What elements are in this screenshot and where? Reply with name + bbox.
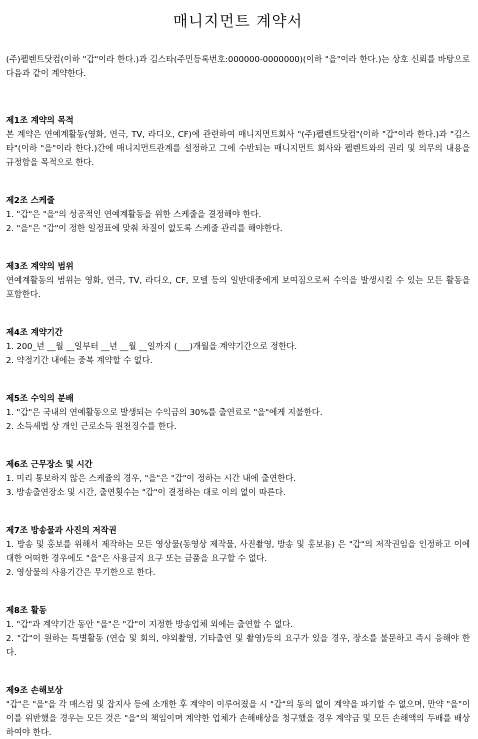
- article-6: [6, 457, 470, 499]
- article-line: 2. "을"은 "갑"이 정한 일정표에 맞춰 차질이 없도록 스케줄 관리를 해야한다.: [6, 223, 283, 233]
- article-line: 2. 소득세법 상 개인 근로소득 원천징수를 한다.: [6, 421, 177, 431]
- document-title: 매니지먼트 계약서: [173, 12, 303, 30]
- article-title: 제3조 계약의 범위: [6, 261, 74, 271]
- article-line: 1. "갑"은 "을"의 성공적인 연예계활동을 위한 스케줄을 결정해야 한다.: [6, 209, 262, 219]
- article-line: 1. 미리 통보하지 않은 스케쥴의 경우, "을"은 "갑"이 정하는 시간 내에 출연한다.: [6, 473, 296, 483]
- article-title: 제4조 계약기간: [6, 327, 63, 337]
- article-7: [6, 523, 470, 579]
- article-9: [6, 683, 470, 739]
- article-1: [6, 113, 470, 169]
- article-8: [6, 603, 470, 659]
- article-title: 제6조 근무장소 및 시간: [6, 459, 93, 469]
- article-line: 3. 방송출연장소 및 시간, 출연횟수는 "갑"이 결정하는 대로 이의 없이 따른다.: [6, 487, 286, 497]
- article-title: 제2조 스케줄: [6, 195, 55, 205]
- article-line: 1. 200_년 __월 __일부터 __년 __월 __일까지 (___)개월을 계약기간으로 정한다.: [6, 341, 298, 351]
- article-paragraph: 2. 영상물의 사용기간은 무기한으로 한다.: [6, 567, 156, 577]
- article-title: 제9조 손해보상: [6, 685, 63, 695]
- article-line: 2. 약정기간 내에는 중복 계약할 수 없다.: [6, 355, 153, 365]
- article-paragraph: 본 계약은 연예계활동(영화, 연극, TV, 라디오, CF)에 관련하여 매니지먼트회사 "(주)펠렌트닷컴"(이하 "갑"이라 한다.)과 "김스타"(이하 "을"이라 한다.)간에 매니지먼트관계를 설정하고 그에 수반되는 매니지먼트 회사와 펠렌트와의 권리 및 의무의 내용을 규정함을 목적으로 한다.: [6, 129, 470, 167]
- article-paragraph: 1. 방송 및 홍보를 위해서 제작하는 모든 영상물(동영상 제작물, 사진촬영, 방송 및 홍보용) 은 "갑"의 저작권임을 인정하고 이에 대한 어떠한 경우에도 "을"은 사용금지 요구 또는 금품을 요구할 수 없다.: [6, 539, 470, 563]
- article-5: [6, 391, 470, 433]
- article-paragraph: 연예계활동의 범위는 영화, 연극, TV, 라디오, CF, 모델 등의 일반대중에게 보여짐으로써 수익을 발생시킬 수 있는 모든 활동을 포함한다.: [6, 275, 470, 299]
- article-3: [6, 259, 470, 301]
- article-title: 제5조 수익의 분배: [6, 393, 74, 403]
- article-paragraph: 2. "갑"이 원하는 특별활동 (연습 및 회의, 야외촬영, 기타출연 및 촬영)등의 요구가 있을 경우, 장소를 불문하고 즉시 응해야 한다.: [6, 633, 470, 657]
- article-title: 제7조 방송물과 사진의 저작권: [6, 525, 117, 535]
- intro-paragraph: (주)펠렌트닷컴(이하 "갑"이라 한다.)과 김스타(주민등록번호:000000-0000000)(이하 "을"이라 한다.)는 상호 신뢰를 바탕으로 다음과 같이 계약한다.: [6, 54, 470, 78]
- article-paragraph: 1. "갑"과 계약기간 동안 "을"은 "갑"이 지정한 방송업체 외에는 출연할 수 없다.: [6, 619, 293, 629]
- article-title: 제1조 계약의 목적: [6, 115, 74, 125]
- article-4: [6, 325, 470, 367]
- article-line: 1. "갑"은 국내의 연예활동으로 발생되는 수익금의 30%를 출연료로 "을"에게 지불한다.: [6, 407, 323, 417]
- article-paragraph: "갑"은 "을"을 각 매스컴 및 잡지사 등에 소개한 후 계약이 이루어졌을 시 "갑"의 동의 없이 계약을 파기할 수 없으며, 만약 "을"이 이를 위반했을 경우는 모든 것은 "을"의 책임이며 계약한 업체가 손해배상을 청구했을 경우 계약금 및 모든 손해액의 두배를 배상하여야 한다.: [6, 699, 470, 737]
- article-title: 제8조 활동: [6, 605, 47, 615]
- article-2: [6, 193, 470, 235]
